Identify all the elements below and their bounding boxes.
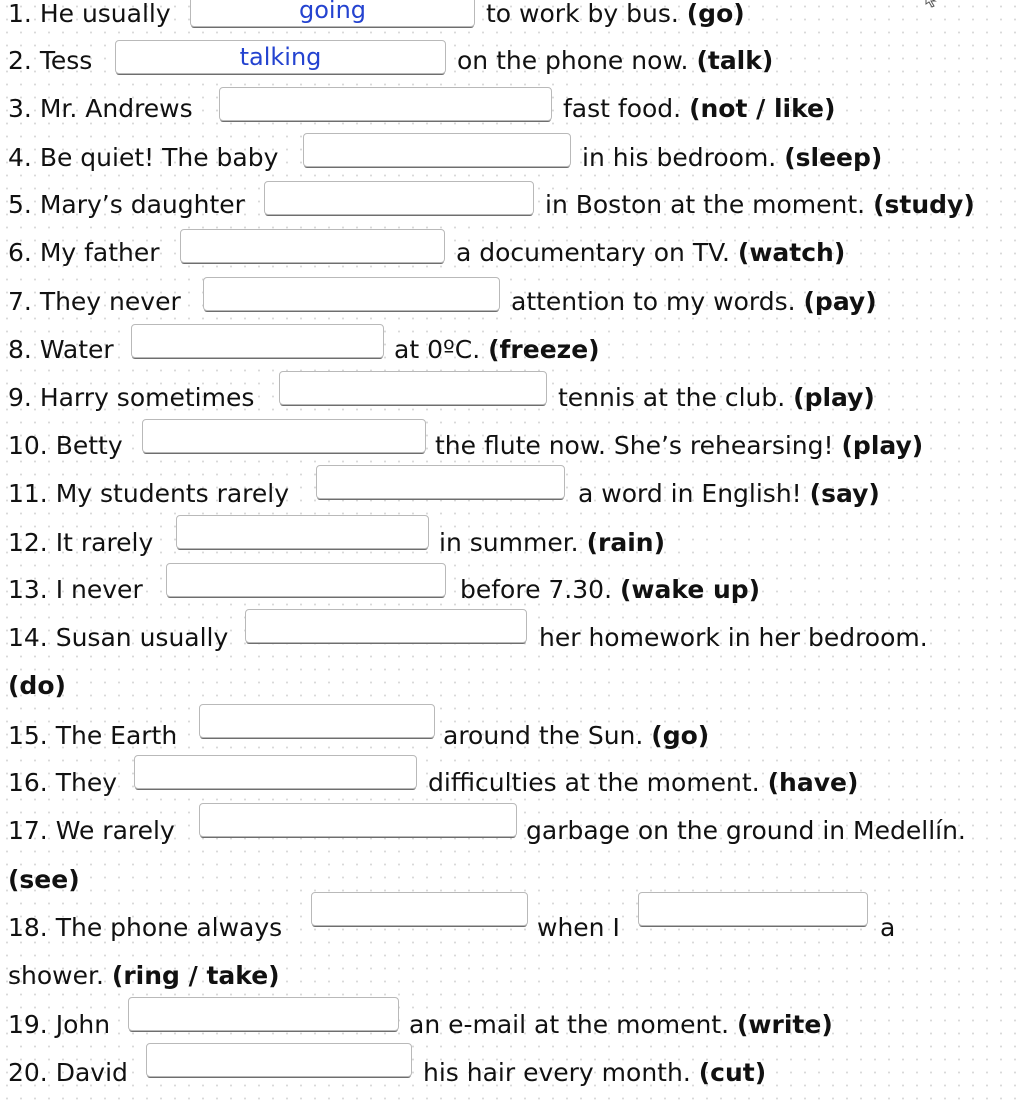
- exercise-line-18-end: [880, 908, 895, 948]
- item-number: 9.: [8, 383, 32, 412]
- answer-field-3[interactable]: [219, 87, 552, 121]
- exercise-line-19: [8, 1005, 110, 1045]
- exercise-line-6: [8, 233, 160, 273]
- base-verb-hint: (go): [651, 721, 710, 750]
- exercise-line-10-end: [435, 426, 923, 466]
- answer-field-1[interactable]: [190, 0, 475, 27]
- exercise-line-16: [8, 763, 117, 803]
- base-verb-hint: (cut): [698, 1058, 767, 1087]
- sentence-start: The phone always: [55, 913, 283, 942]
- sentence-end: around the Sun.: [443, 721, 644, 750]
- sentence-start: My students rarely: [55, 479, 290, 508]
- sentence-end: difficulties at the moment.: [428, 768, 760, 797]
- exercise-line-4-end: [582, 138, 882, 178]
- base-verb-hint: (not / like): [689, 94, 836, 123]
- item-number: 2.: [8, 46, 32, 75]
- exercise-line-7: [8, 282, 181, 322]
- sentence-end: an e-mail at the moment.: [409, 1010, 730, 1039]
- base-verb-hint: (say): [809, 479, 880, 508]
- base-verb-hint: (rain): [586, 528, 665, 557]
- answer-field-16[interactable]: [134, 755, 417, 789]
- sentence-end: his hair every month.: [423, 1058, 691, 1087]
- answer-field-6[interactable]: [180, 229, 445, 263]
- sentence-end: a documentary on TV.: [456, 238, 730, 267]
- item-number: 8.: [8, 335, 32, 364]
- exercise-line-10: [8, 426, 123, 466]
- sentence-start: Mr. Andrews: [39, 94, 193, 123]
- exercise-line-13-end: [460, 570, 760, 610]
- sentence-start: The Earth: [55, 721, 178, 750]
- exercise-line-13: [8, 570, 143, 610]
- exercise-line-11-end: [578, 474, 880, 514]
- sentence-end: on the phone now.: [457, 46, 689, 75]
- sentence-start: Mary’s daughter: [39, 190, 245, 219]
- exercise-line-12: [8, 523, 153, 563]
- answer-field-18b[interactable]: [638, 892, 868, 926]
- exercise-line-3: [8, 89, 193, 129]
- exercise-line-3-end: [563, 89, 835, 129]
- sentence-start: I never: [55, 575, 143, 604]
- base-verb-hint: (play): [793, 383, 875, 412]
- answer-field-18a[interactable]: [311, 892, 528, 926]
- answer-field-17[interactable]: [199, 803, 517, 837]
- item-number: 10.: [8, 431, 48, 460]
- exercise-line-19-end: [409, 1005, 833, 1045]
- exercise-line-14-wrap: [8, 666, 66, 706]
- sentence-end-continued: shower.: [8, 961, 104, 990]
- item-number: 12.: [8, 528, 48, 557]
- answer-field-7[interactable]: [203, 277, 500, 311]
- base-verb-hint: (write): [737, 1010, 833, 1039]
- sentence-end: attention to my words.: [511, 287, 796, 316]
- answer-field-2[interactable]: [115, 40, 446, 74]
- answer-field-5[interactable]: [264, 181, 534, 215]
- sentence-start: He usually: [39, 0, 171, 28]
- base-verb-hint: (wake up): [619, 575, 761, 604]
- exercise-line-7-end: [511, 282, 877, 322]
- base-verb-hint: (freeze): [488, 335, 600, 364]
- item-number: 15.: [8, 721, 48, 750]
- sentence-start: Water: [39, 335, 114, 364]
- answer-field-9[interactable]: [279, 371, 547, 405]
- item-number: 13.: [8, 575, 48, 604]
- sentence-start: David: [55, 1058, 128, 1087]
- sentence-end: a: [880, 913, 896, 942]
- sentence-start: They never: [39, 287, 181, 316]
- exercise-line-12-end: [439, 523, 665, 563]
- base-verb-hint: (talk): [696, 46, 774, 75]
- base-verb-hint: (go): [686, 0, 745, 28]
- exercise-line-4: [8, 138, 278, 178]
- sentence-end: fast food.: [563, 94, 682, 123]
- exercise-line-15-end: [443, 716, 709, 756]
- sentence-start: My father: [39, 238, 160, 267]
- exercise-line-17-wrap: [8, 860, 80, 900]
- sentence-end: tennis at the club.: [558, 383, 786, 412]
- item-number: 7.: [8, 287, 32, 316]
- sentence-start: Betty: [55, 431, 123, 460]
- answer-field-13[interactable]: [166, 563, 446, 597]
- base-verb-hint: (play): [841, 431, 924, 460]
- base-verb-hint: (study): [873, 190, 975, 219]
- exercise-line-14-end: [539, 618, 928, 658]
- exercise-line-18: [8, 908, 282, 948]
- sentence-start: Harry sometimes: [39, 383, 255, 412]
- exercise-line-2-end: [457, 41, 773, 81]
- exercise-line-9-end: [558, 378, 875, 418]
- sentence-start: They: [55, 768, 118, 797]
- answer-field-15[interactable]: [199, 704, 435, 738]
- exercise-line-18-mid: [537, 908, 620, 948]
- sentence-end: a word in English!: [578, 479, 802, 508]
- exercise-line-15: [8, 716, 177, 756]
- answer-field-20[interactable]: [146, 1043, 412, 1077]
- answer-field-10[interactable]: [142, 419, 426, 453]
- item-number: 16.: [8, 768, 48, 797]
- item-number: 5.: [8, 190, 32, 219]
- mouse-cursor-icon: [924, 0, 940, 8]
- exercise-line-17-end: [526, 811, 966, 851]
- sentence-start: Be quiet! The baby: [39, 143, 279, 172]
- sentence-end: in summer.: [439, 528, 579, 557]
- item-number: 19.: [8, 1010, 48, 1039]
- answer-field-8[interactable]: [131, 324, 384, 358]
- item-number: 6.: [8, 238, 32, 267]
- sentence-end: in Boston at the moment.: [545, 190, 866, 219]
- sentence-start: Tess: [39, 46, 93, 75]
- exercise-line-16-end: [428, 763, 858, 803]
- exercise-line-5-end: [545, 185, 975, 225]
- item-number: 17.: [8, 816, 48, 845]
- answer-field-14[interactable]: [245, 609, 527, 643]
- exercise-line-17: [8, 811, 175, 851]
- item-number: 14.: [8, 623, 48, 652]
- exercise-line-9: [8, 378, 254, 418]
- exercise-line-2: [8, 41, 92, 81]
- sentence-end: in his bedroom.: [582, 143, 777, 172]
- item-number: 3.: [8, 94, 32, 123]
- sentence-end: before 7.30.: [460, 575, 613, 604]
- exercise-line-8: [8, 330, 114, 370]
- sentence-start: Susan usually: [55, 623, 229, 652]
- item-number: 20.: [8, 1058, 48, 1087]
- base-verb-hint: (do): [8, 671, 66, 700]
- sentence-start: It rarely: [55, 528, 154, 557]
- base-verb-hint: (have): [767, 768, 859, 797]
- sentence-end: her homework in her bedroom.: [539, 623, 928, 652]
- sentence-end: the flute now. She’s rehearsing!: [435, 431, 834, 460]
- exercise-line-14: [8, 618, 228, 658]
- sentence-start: John: [55, 1010, 111, 1039]
- sentence-end: at 0ºC.: [394, 335, 481, 364]
- sentence-end: garbage on the ground in Medellín.: [526, 816, 966, 845]
- item-number: 11.: [8, 479, 48, 508]
- exercise-line-11: [8, 474, 289, 514]
- base-verb-hint: (ring / take): [111, 961, 280, 990]
- base-verb-hint: (sleep): [784, 143, 883, 172]
- answer-field-12[interactable]: [176, 515, 429, 549]
- exercise-line-6-end: [456, 233, 845, 273]
- exercise-line-1-end: [486, 0, 745, 34]
- base-verb-hint: (pay): [803, 287, 877, 316]
- item-number: 18.: [8, 913, 48, 942]
- answer-field-11[interactable]: [316, 465, 565, 499]
- sentence-start: We rarely: [55, 816, 175, 845]
- exercise-line-1: [8, 0, 171, 34]
- sentence-end: to work by bus.: [486, 0, 679, 28]
- item-number: 1.: [8, 0, 32, 28]
- sentence-middle: when I: [537, 913, 620, 942]
- answer-field-4[interactable]: [303, 133, 571, 167]
- item-number: 4.: [8, 143, 32, 172]
- exercise-line-20-end: [423, 1053, 766, 1093]
- answer-field-19[interactable]: [128, 997, 399, 1031]
- exercise-line-5: [8, 185, 245, 225]
- base-verb-hint: (see): [8, 865, 80, 894]
- exercise-line-20: [8, 1053, 128, 1093]
- exercise-line-8-end: [394, 330, 600, 370]
- base-verb-hint: (watch): [737, 238, 846, 267]
- exercise-line-18-wrap: [8, 956, 280, 996]
